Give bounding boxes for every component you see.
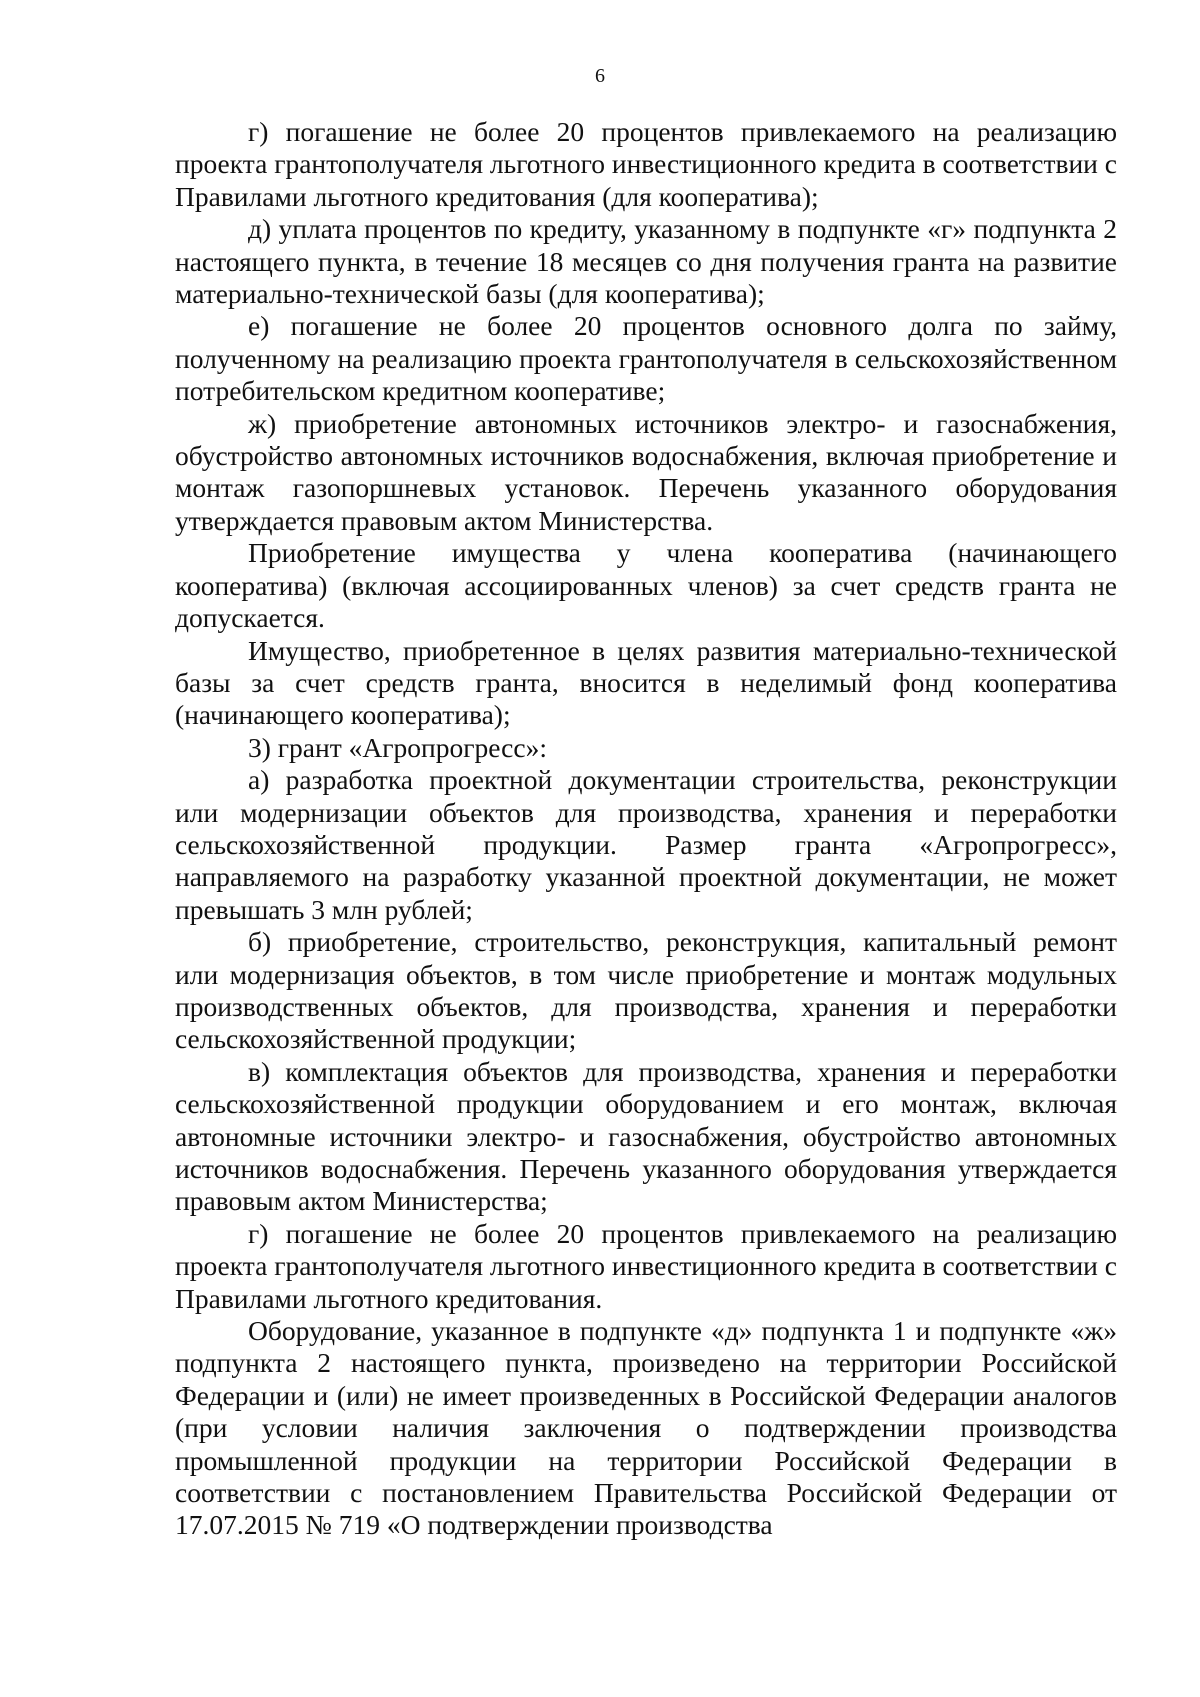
paragraph-d-interest-payment: д) уплата процентов по кредиту, указанному в подпункте «г» подпункта 2 настоящего пункта, в течение 18 месяцев со дня получения гранта на развитие материально-технической базы (для кооператива); <box>175 213 1117 310</box>
paragraph-equipment-origin: Оборудование, указанное в подпункте «д» подпункта 1 и подпункте «ж» подпункта 2 настоящего пункта, произведено на территории Российской Федерации и (или) не имеет произведенных в Российской Федерации аналогов (при условии наличия заключения о подтверждении производства промышленной продукции на территории Российской Федерации в соответствии с постановлением Правительства Российской Федерации от 17.07.2015 № 719 «О подтверждении производства <box>175 1315 1117 1541</box>
paragraph-a-project-documentation: а) разработка проектной документации строительства, реконструкции или модернизации объектов для производства, хранения и переработки сельскохозяйственной продукции. Размер гранта «Агропрогресс», направляемого на разработку указанной проектной документации, не может превышать 3 млн рублей; <box>175 764 1117 925</box>
paragraph-zh-autonomous-sources: ж) приобретение автономных источников электро- и газоснабжения, обустройство автономных источников водоснабжения, включая приобретение и монтаж газопоршневых установок. Перечень указанного оборудования утверждается правовым актом Министерства. <box>175 407 1117 536</box>
paragraph-e-loan-repayment: е) погашение не более 20 процентов основного долга по займу, полученному на реализацию проекта грантополучателя в сельскохозяйственном потребительском кредитном кооперативе; <box>175 310 1117 407</box>
paragraph-g-credit-repayment-2: г) погашение не более 20 процентов привлекаемого на реализацию проекта грантополучателя льготного инвестиционного кредита в соответствии с Правилами льготного кредитования. <box>175 1217 1117 1314</box>
paragraph-agroprogress-heading: 3) грант «Агропрогресс»: <box>248 731 547 763</box>
paragraph-g-credit-repayment: г) погашение не более 20 процентов привлекаемого на реализацию проекта грантополучателя льготного инвестиционного кредита в соответствии с Правилами льготного кредитования (для кооператива); <box>175 116 1117 212</box>
paragraph-indivisible-fund: Имущество, приобретенное в целях развития материально-технической базы за счет средств гранта, вносится в неделимый фонд кооператива (начинающего кооператива); <box>175 634 1117 731</box>
document-body <box>175 116 1117 1542</box>
paragraph-property-acquisition-ban: Приобретение имущества у члена кооператива (начинающего кооператива) (включая ассоциированных членов) за счет средств гранта не допускается. <box>175 537 1117 634</box>
paragraph-b-construction: б) приобретение, строительство, реконструкция, капитальный ремонт или модернизация объектов, в том числе приобретение и монтаж модульных производственных объектов, для производства, хранения и переработки сельскохозяйственной продукции; <box>175 926 1117 1055</box>
paragraph-v-equipment: в) комплектация объектов для производства, хранения и переработки сельскохозяйственной продукции оборудованием и его монтаж, включая автономные источники электро- и газоснабжения, обустройство автономных источников водоснабжения. Перечень указанного оборудования утверждается правовым актом Министерства; <box>175 1055 1117 1217</box>
page-number: 6 <box>595 65 605 87</box>
